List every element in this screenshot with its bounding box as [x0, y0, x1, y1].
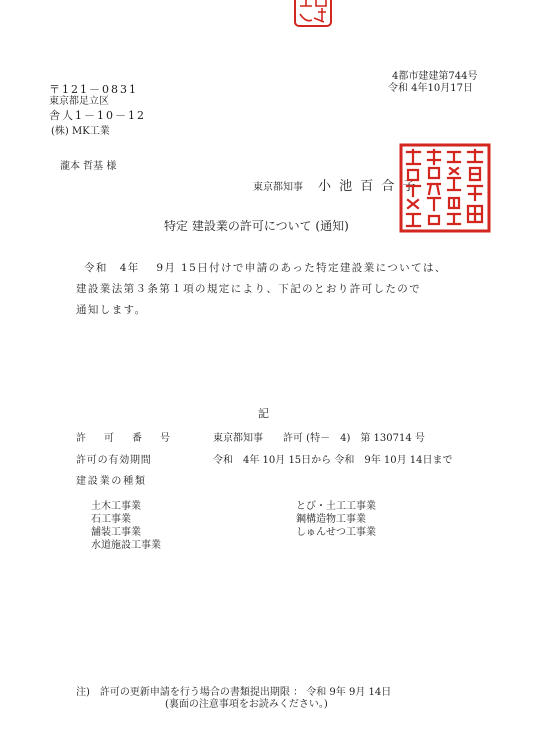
recipient-company: (株) MK工業 [51, 126, 110, 137]
validity-period-value: 令和 4年 10月 15日から 令和 9年 10月 14日まで [213, 455, 453, 466]
red-governor-seal-icon [398, 142, 492, 234]
subject-title: 特定 建設業の許可について (通知) [164, 219, 349, 233]
business-types-label: 建設業の種類 [76, 476, 147, 487]
sender-title: 東京都知事 [253, 182, 303, 193]
business-types-left [91, 500, 161, 552]
red-official-seal-icon [292, 0, 334, 30]
footnote-line-2: (裏面の注意事項をお読みください。) [165, 699, 328, 710]
notice-body [76, 258, 506, 321]
permit-number-label: 許 可 番 号 [76, 433, 174, 444]
notice-line-2: 建設業法第３条第１項の規定により、下記のとおり許可したので [76, 283, 422, 295]
notice-line-3: 通知します。 [76, 304, 147, 316]
list-item: しゅんせつ工事業 [296, 527, 376, 538]
notice-line-1: 令和 4年 9月 15日付けで申請のあった特定建設業については、 [84, 262, 447, 274]
list-item: 水道施設工事業 [91, 540, 161, 551]
list-item: 石工事業 [91, 514, 131, 525]
list-item: 土木工事業 [91, 501, 141, 512]
recipient-address-line2: 舎人1－10－12 [49, 109, 146, 122]
document-date: 令和 4年10月17日 [388, 83, 473, 94]
footnote-line-1: 注) 許可の更新申請を行う場合の書類提出期限 ： 令和 9年 9月 14日 [76, 687, 392, 698]
recipient-address-line1: 東京都足立区 [49, 96, 109, 107]
business-types-right [296, 500, 376, 539]
ki-heading: 記 [258, 407, 269, 420]
document-number: 4都市建建第744号 [392, 71, 478, 82]
permit-number-value: 東京都知事 許可 (特－ 4) 第 130714 号 [213, 433, 425, 444]
recipient-postal-code: 〒121－0831 [49, 83, 138, 96]
validity-period-label: 許可の有効期間 [76, 455, 152, 466]
list-item: 舗装工事業 [91, 527, 141, 538]
list-item: とび・土工工事業 [296, 501, 376, 512]
list-item: 鋼構造物工事業 [296, 514, 366, 525]
recipient-name: 瀧本 哲基 様 [60, 161, 117, 172]
sender-name: 小 池 百 合 子 [318, 179, 418, 194]
